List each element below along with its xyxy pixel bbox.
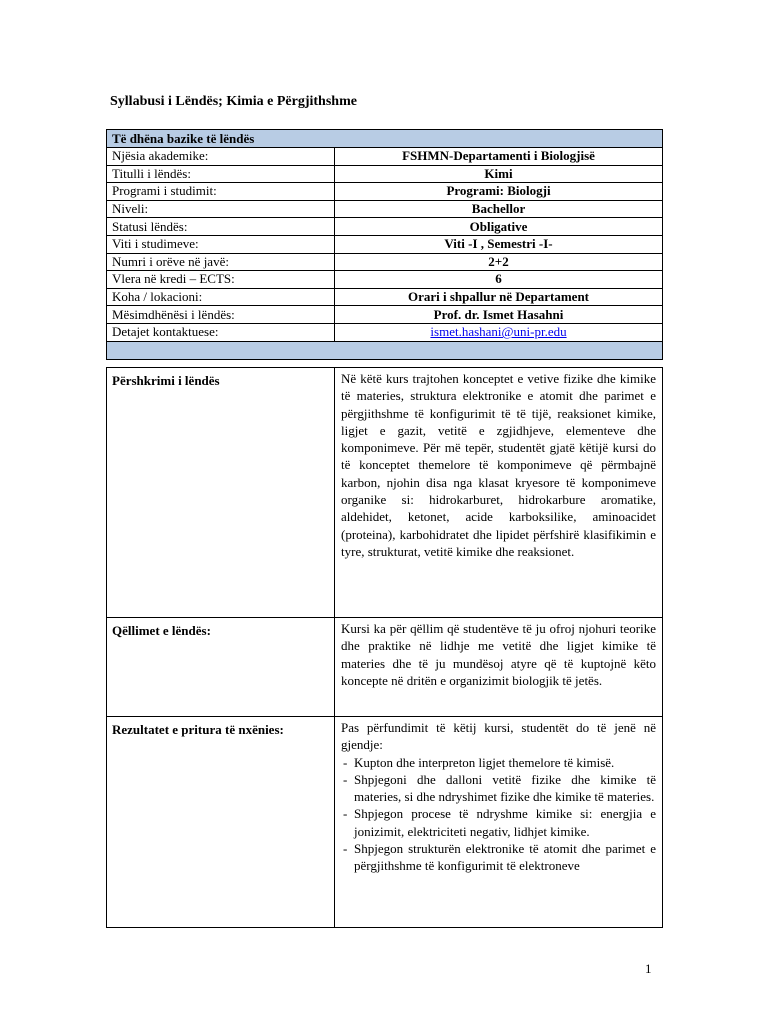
- description-label: Përshkrimi i lëndës: [107, 368, 335, 618]
- page-number: 1: [645, 961, 652, 976]
- contact-email-link[interactable]: ismet.hashani@uni-pr.edu: [430, 324, 567, 340]
- description-text: Në këtë kurs trajtohen konceptet e vetive fizike dhe kimike të materies, struktura elektronike e atomit dhe parimet e përgjithshme të konfigurimit të të tijë, reaksionet kimike, ligjet e gazit, vetitë e zgjidhjeve, elementeve dhe komponimeve. Për më tepër, studentët gjatë këtijë kursi do të konceptet themelore të komponimeve që përmbajnë karbon, njohin disa nga klasat kryesore të komponimeve organike si: hidrokarburet, hidrokarbure aromatike, aldehidet, ketonet, acide karboksilike, aminoacidet (proteina), karbohidratet dhe lipidet përfshirë klasifikimin e tyre, strukturat, vetitë kimike dhe reaksionet.: [335, 368, 663, 618]
- table-row: [107, 165, 663, 183]
- table-row: [107, 148, 663, 166]
- row-label: Vlera në kredi – ECTS:: [107, 271, 335, 289]
- table-row: [107, 368, 663, 618]
- row-label: Njësia akademike:: [107, 148, 335, 166]
- table-row: [107, 717, 663, 928]
- outcomes-cell: [335, 717, 663, 928]
- table-row: [107, 323, 663, 341]
- table-row: [107, 288, 663, 306]
- list-item: - Kupton dhe interpreton ligjet themelore të kimisë.: [341, 754, 656, 771]
- row-value: 2+2: [335, 253, 663, 271]
- row-value: Bachellor: [335, 200, 663, 218]
- outcomes-list: [341, 754, 656, 875]
- row-value: [335, 323, 663, 341]
- row-label: Niveli:: [107, 200, 335, 218]
- table-row: [107, 218, 663, 236]
- table-row: [107, 618, 663, 717]
- row-value: Orari i shpallur në Departament: [335, 288, 663, 306]
- row-label: Programi i studimit:: [107, 183, 335, 201]
- row-value: Kimi: [335, 165, 663, 183]
- row-value: Programi: Biologji: [335, 183, 663, 201]
- list-item: - Shpjegoni dhe dalloni vetitë fizike dhe kimike të materies, si dhe ndryshimet fizike dhe kimike të materies.: [341, 771, 656, 806]
- list-item: - Shpjegon strukturën elektronike të atomit dhe parimet e përgjithshme të konfigurimit të elektroneve: [341, 840, 656, 875]
- table-row: [107, 306, 663, 324]
- table-row: [107, 200, 663, 218]
- row-value: Viti -I , Semestri -I-: [335, 235, 663, 253]
- table-row: [107, 235, 663, 253]
- basic-info-header: Të dhëna bazike të lëndës: [107, 130, 663, 148]
- table-row: [107, 271, 663, 289]
- row-label: Viti i studimeve:: [107, 235, 335, 253]
- row-label: Mësimdhënësi i lëndës:: [107, 306, 335, 324]
- basic-info-table: [106, 129, 663, 360]
- goals-label: Qëllimet e lëndës:: [107, 618, 335, 717]
- row-label: Numri i orëve në javë:: [107, 253, 335, 271]
- row-value: FSHMN-Departamenti i Biologjisë: [335, 148, 663, 166]
- row-value: Prof. dr. Ismet Hasahni: [335, 306, 663, 324]
- table-row: [107, 253, 663, 271]
- row-label: Detajet kontaktuese:: [107, 323, 335, 341]
- table-row: [107, 183, 663, 201]
- row-label: Koha / lokacioni:: [107, 288, 335, 306]
- outcomes-label: Rezultatet e pritura të nxënies:: [107, 717, 335, 928]
- row-value: 6: [335, 271, 663, 289]
- list-item: - Shpjegon procese të ndryshme kimike si: energjia e jonizimit, elektriciteti negativ, lidhjet kimike.: [341, 805, 656, 840]
- row-value: Obligative: [335, 218, 663, 236]
- goals-text: Kursi ka për qëllim që studentëve të ju ofroj njohuri teorike dhe praktike në lidhje me vetitë dhe ligjet kimike të materies dhe të ju mundësoj atyre që të kuptojnë këto koncepte në dritën e organizimit biologjik të jetës.: [335, 618, 663, 717]
- outcomes-intro: Pas përfundimit të këtij kursi, studentët do të jenë në gjendje:: [341, 720, 656, 753]
- row-label: Statusi lëndës:: [107, 218, 335, 236]
- course-details-table: [106, 367, 663, 928]
- row-label: Titulli i lëndës:: [107, 165, 335, 183]
- table-separator: [107, 341, 663, 359]
- document-title: Syllabusi i Lëndës; Kimia e Përgjithshme: [110, 94, 357, 109]
